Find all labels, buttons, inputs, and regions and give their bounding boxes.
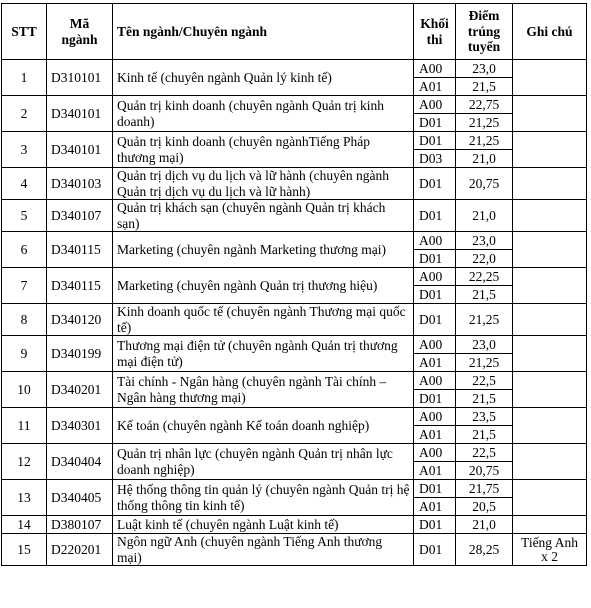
table-row	[2, 96, 587, 114]
row-ten-nganh: Quản trị nhân lực (chuyên ngành Quản trị nhân lực doanh nghiệp)	[113, 444, 414, 480]
table-row	[2, 268, 587, 286]
table-row	[2, 132, 587, 150]
row-ma-nganh: D340107	[47, 200, 113, 232]
row-diem-trung-tuyen: 21,5	[456, 390, 513, 408]
row-diem-trung-tuyen: 23,5	[456, 408, 513, 426]
row-diem-trung-tuyen: 21,25	[456, 304, 513, 336]
table-body	[2, 60, 587, 566]
row-stt: 2	[2, 96, 47, 132]
row-stt: 10	[2, 372, 47, 408]
row-khoi-thi: A00	[414, 232, 456, 250]
row-khoi-thi: D01	[414, 516, 456, 534]
row-diem-trung-tuyen: 21,0	[456, 516, 513, 534]
row-diem-trung-tuyen: 22,0	[456, 250, 513, 268]
row-ten-nganh: Luật kinh tế (chuyên ngành Luật kinh tế)	[113, 516, 414, 534]
row-stt: 3	[2, 132, 47, 168]
row-ma-nganh: D340201	[47, 372, 113, 408]
row-stt: 12	[2, 444, 47, 480]
row-khoi-thi: D01	[414, 132, 456, 150]
row-diem-trung-tuyen: 21,5	[456, 286, 513, 304]
header-ma-nganh: Mã ngành	[47, 4, 113, 60]
row-ghi-chu	[513, 304, 587, 336]
table-row	[2, 336, 587, 354]
row-diem-trung-tuyen: 22,25	[456, 268, 513, 286]
row-ma-nganh: D340101	[47, 132, 113, 168]
row-stt: 6	[2, 232, 47, 268]
row-stt: 7	[2, 268, 47, 304]
table-row	[2, 408, 587, 426]
row-khoi-thi: A01	[414, 498, 456, 516]
row-khoi-thi: D01	[414, 200, 456, 232]
row-khoi-thi: A00	[414, 96, 456, 114]
row-khoi-thi: A01	[414, 462, 456, 480]
table-row	[2, 516, 587, 534]
row-khoi-thi: D01	[414, 168, 456, 200]
table-header-row	[2, 4, 587, 60]
row-ma-nganh: D340199	[47, 336, 113, 372]
row-diem-trung-tuyen: 23,0	[456, 336, 513, 354]
row-diem-trung-tuyen: 21,25	[456, 354, 513, 372]
header-ten-nganh: Tên ngành/Chuyên ngành	[113, 4, 414, 60]
row-diem-trung-tuyen: 20,5	[456, 498, 513, 516]
row-diem-trung-tuyen: 21,25	[456, 132, 513, 150]
row-khoi-thi: D01	[414, 250, 456, 268]
row-ma-nganh: D340404	[47, 444, 113, 480]
row-diem-trung-tuyen: 22,75	[456, 96, 513, 114]
row-ten-nganh: Kinh doanh quốc tế (chuyên ngành Thương mại quốc tế)	[113, 304, 414, 336]
row-khoi-thi: D01	[414, 534, 456, 566]
row-ghi-chu	[513, 200, 587, 232]
row-ten-nganh: Tài chính - Ngân hàng (chuyên ngành Tài chính – Ngân hàng thương mại)	[113, 372, 414, 408]
row-ten-nganh: Thương mại điện tử (chuyên ngành Quản trị thương mại điện tử)	[113, 336, 414, 372]
row-stt: 8	[2, 304, 47, 336]
row-diem-trung-tuyen: 21,0	[456, 150, 513, 168]
row-ten-nganh: Kinh tế (chuyên ngành Quản lý kinh tế)	[113, 60, 414, 96]
row-ma-nganh: D340103	[47, 168, 113, 200]
row-khoi-thi: A01	[414, 426, 456, 444]
row-ma-nganh: D380107	[47, 516, 113, 534]
table-row	[2, 480, 587, 498]
row-stt: 4	[2, 168, 47, 200]
row-stt: 14	[2, 516, 47, 534]
table-row	[2, 60, 587, 78]
row-ten-nganh: Marketing (chuyên ngành Quản trị thương hiệu)	[113, 268, 414, 304]
row-ma-nganh: D340101	[47, 96, 113, 132]
row-ten-nganh: Quản trị kinh doanh (chuyên ngành Quản trị kinh doanh)	[113, 96, 414, 132]
row-khoi-thi: A01	[414, 354, 456, 372]
table-row	[2, 200, 587, 232]
row-diem-trung-tuyen: 21,0	[456, 200, 513, 232]
admission-score-table	[1, 3, 587, 566]
row-khoi-thi: D01	[414, 286, 456, 304]
row-ten-nganh: Quản trị kinh doanh (chuyên ngànhTiếng Pháp thương mại)	[113, 132, 414, 168]
row-khoi-thi: A00	[414, 336, 456, 354]
row-ma-nganh: D310101	[47, 60, 113, 96]
row-khoi-thi: D01	[414, 114, 456, 132]
row-ghi-chu	[513, 336, 587, 372]
row-ma-nganh: D340115	[47, 268, 113, 304]
row-khoi-thi: A00	[414, 60, 456, 78]
row-khoi-thi: D01	[414, 304, 456, 336]
row-khoi-thi: D01	[414, 480, 456, 498]
row-ghi-chu	[513, 408, 587, 444]
row-khoi-thi: A00	[414, 444, 456, 462]
row-khoi-thi: A01	[414, 78, 456, 96]
row-stt: 11	[2, 408, 47, 444]
header-stt: STT	[2, 4, 47, 60]
row-diem-trung-tuyen: 21,25	[456, 114, 513, 132]
row-ten-nganh: Quản trị khách sạn (chuyên ngành Quản trị khách sạn)	[113, 200, 414, 232]
table-row	[2, 304, 587, 336]
row-diem-trung-tuyen: 22,5	[456, 444, 513, 462]
row-khoi-thi: A00	[414, 408, 456, 426]
row-stt: 1	[2, 60, 47, 96]
table-row	[2, 232, 587, 250]
row-diem-trung-tuyen: 20,75	[456, 462, 513, 480]
row-khoi-thi: D03	[414, 150, 456, 168]
row-ghi-chu	[513, 480, 587, 516]
row-ten-nganh: Ngôn ngữ Anh (chuyên ngành Tiếng Anh thương mại)	[113, 534, 414, 566]
row-ma-nganh: D340115	[47, 232, 113, 268]
row-ma-nganh: D340120	[47, 304, 113, 336]
table-row	[2, 168, 587, 200]
row-diem-trung-tuyen: 20,75	[456, 168, 513, 200]
header-ghi-chu: Ghi chú	[513, 4, 587, 60]
row-ghi-chu	[513, 444, 587, 480]
row-diem-trung-tuyen: 21,75	[456, 480, 513, 498]
row-khoi-thi: A00	[414, 268, 456, 286]
row-diem-trung-tuyen: 21,5	[456, 78, 513, 96]
row-ghi-chu	[513, 516, 587, 534]
row-ma-nganh: D340405	[47, 480, 113, 516]
row-stt: 15	[2, 534, 47, 566]
row-ghi-chu	[513, 60, 587, 96]
header-khoi-thi: Khối thi	[414, 4, 456, 60]
row-ghi-chu: Tiếng Anh x 2	[513, 534, 587, 566]
row-stt: 5	[2, 200, 47, 232]
table-row	[2, 534, 587, 566]
row-diem-trung-tuyen: 28,25	[456, 534, 513, 566]
row-ten-nganh: Kế toán (chuyên ngành Kế toán doanh nghiệp)	[113, 408, 414, 444]
header-diem-trung-tuyen: Điểm trúng tuyển	[456, 4, 513, 60]
row-ghi-chu	[513, 132, 587, 168]
row-khoi-thi: A00	[414, 372, 456, 390]
row-ghi-chu	[513, 96, 587, 132]
row-ma-nganh: D220201	[47, 534, 113, 566]
row-ten-nganh: Marketing (chuyên ngành Marketing thương mại)	[113, 232, 414, 268]
row-ghi-chu	[513, 168, 587, 200]
row-ten-nganh: Hệ thống thông tin quản lý (chuyên ngành Quản trị hệ thống thông tin kinh tế)	[113, 480, 414, 516]
row-stt: 13	[2, 480, 47, 516]
row-stt: 9	[2, 336, 47, 372]
table-row	[2, 372, 587, 390]
row-ma-nganh: D340301	[47, 408, 113, 444]
row-diem-trung-tuyen: 23,0	[456, 60, 513, 78]
row-ghi-chu	[513, 268, 587, 304]
row-diem-trung-tuyen: 21,5	[456, 426, 513, 444]
row-diem-trung-tuyen: 22,5	[456, 372, 513, 390]
row-ten-nganh: Quản trị dịch vụ du lịch và lữ hành (chuyên ngành Quản trị dịch vụ du lịch và lữ hành)	[113, 168, 414, 200]
row-diem-trung-tuyen: 23,0	[456, 232, 513, 250]
row-khoi-thi: D01	[414, 390, 456, 408]
table-row	[2, 444, 587, 462]
row-ghi-chu	[513, 372, 587, 408]
row-ghi-chu	[513, 232, 587, 268]
